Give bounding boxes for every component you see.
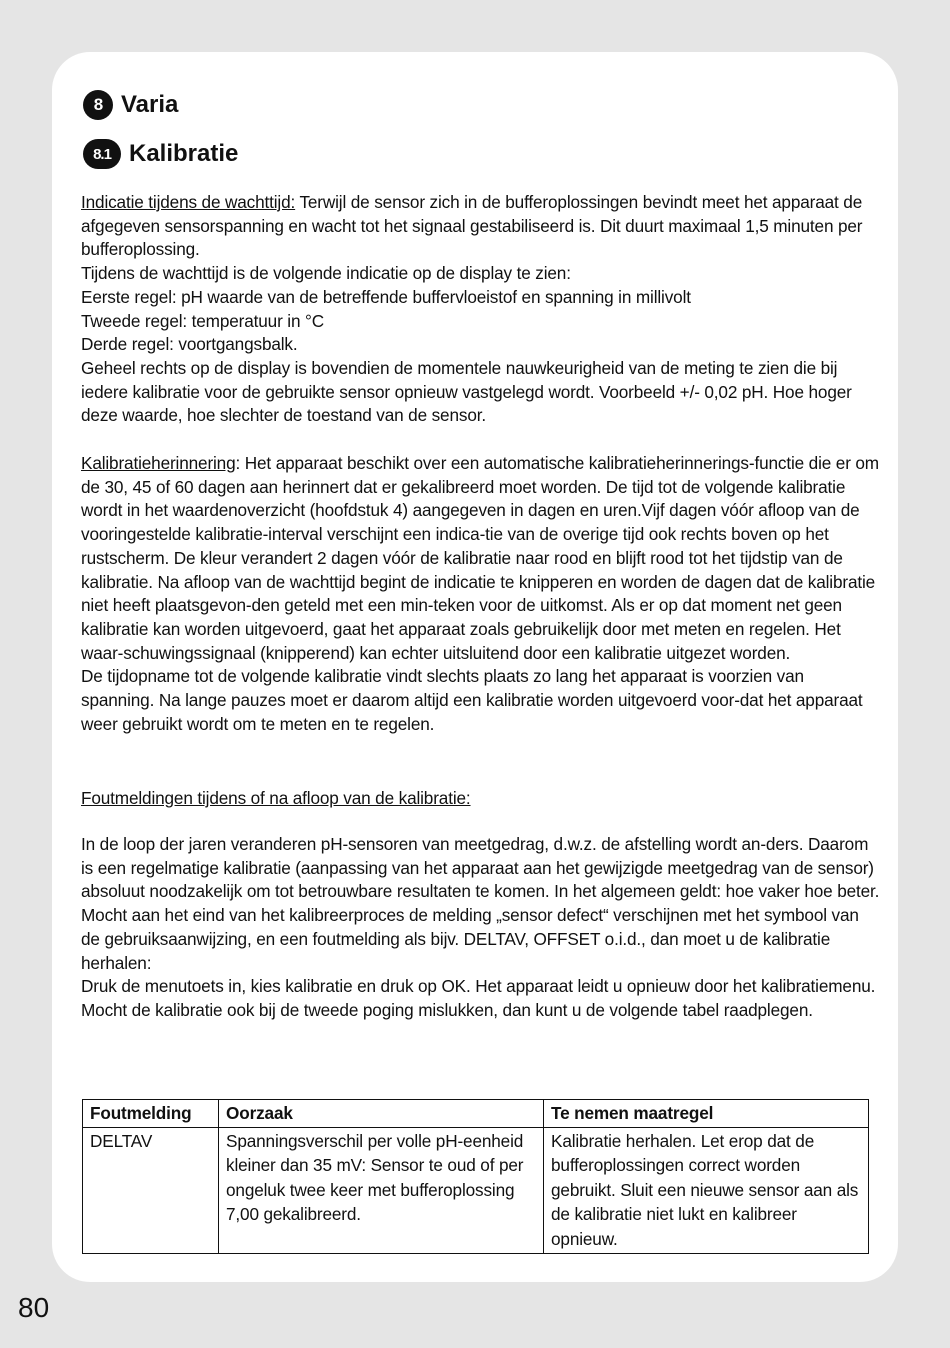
error-messages-paragraph <box>81 833 881 1023</box>
error-table <box>82 1099 869 1254</box>
waiting-time-text: Terwijl de sensor zich in de bufferoplossingen bevindt meet het apparaat de afgegeven sensorspanning en wacht tot het signaal gestabiliseerd is. Dit duurt maximaal 1,5 minuten per bufferoplossing. <box>81 192 863 260</box>
third-row-line: Derde regel: voortgangsbalk. <box>81 334 298 355</box>
calibration-reminder-text-2: De tijdopname tot de volgende kalibratie vindt slechts plaats zo lang het apparaat is voorzien van spanning. Na lange pauzes moet er daarom altijd een kalibratie worden uitgevoerd voor-dat het apparaat weer gebruikt wordt om te meten en te regelen. <box>81 666 863 734</box>
header-oorzaak: Oorzaak <box>219 1100 544 1128</box>
waiting-time-label: Indicatie tijdens de wachttijd: <box>81 192 296 212</box>
error-messages-label: Foutmeldingen tijdens of na afloop van de kalibratie: <box>81 788 471 808</box>
display-intro-line: Tijdens de wachttijd is de volgende indicatie op de display te zien: <box>81 263 571 284</box>
subsection-number-badge: 8.1 <box>83 139 121 169</box>
first-row-line: Eerste regel: pH waarde van de betreffende buffervloeistof en spanning in millivolt <box>81 286 691 307</box>
calibration-reminder-paragraph <box>81 452 881 736</box>
consult-table-text: Mocht de kalibratie ook bij de tweede poging mislukken, dan kunt u de volgende tabel raadplegen. <box>81 999 813 1020</box>
subsection-title: Kalibratie <box>129 140 239 167</box>
table-row <box>83 1127 869 1254</box>
error-messages-heading <box>81 787 881 811</box>
calibration-reminder-label: Kalibratieherinnering <box>81 453 236 473</box>
calibration-reminder-text: : Het apparaat beschikt over een automatische kalibratieherinnerings-functie die er om de 30, 45 of 60 dagen aan herinnert dat er gekalibreerd moet worden. De tijd tot de volgende kalibratie wordt in het waardenoverzicht (hoofdstuk 4) aangegeven in dagen en uren.Vijf dagen vóór afloop van de vooringestelde kalibratie-interval verschijnt een indica-tie van de overige tijd ook rechts boven op het rustscherm. De kleur verandert 2 dagen vóór de kalibratie naar rood en blijft rood tot het tijdstip van de kalibratie. Na afloop van de wachttijd begint de indicatie te knipperen en worden de dagen dat de kalibratie niet heeft plaatsgevon-den geteld met een min-teken voor de uitkomst. Als er op dat moment net geen kalibratie kan worden uitgevoerd, gaat het apparaat zoals gebruikelijk door met meten en regelen. Het waar-schuwingssignaal (knipperend) kan echter uitsluitend door een kalibratie uitgezet worden. <box>81 453 879 663</box>
second-row-line: Tweede regel: temperatuur in °C <box>81 310 324 331</box>
waiting-time-paragraph <box>81 191 881 428</box>
subsection-heading <box>83 139 238 169</box>
page-number: 80 <box>18 1292 50 1323</box>
sensor-behaviour-text: In de loop der jaren veranderen pH-sensoren van meetgedrag, d.w.z. de afstelling wordt an-ders. Daarom is een regelmatige kalibratie (aanpassing van het apparaat aan het gewijzigde meetgedrag van de sensor) absoluut noodzakelijk om tot betrouwbare resultaten te komen. In het algemeen geldt: hoe vaker hoe beter. <box>81 834 880 902</box>
cell-cause: Spanningsverschil per volle pH-eenheid kleiner dan 35 mV: Sensor te oud of per ongeluk twee keer met bufferoplossing 7,00 gekalibreerd. <box>219 1127 544 1254</box>
cell-error-code: DELTAV <box>83 1127 219 1254</box>
menu-instruction-text: Druk de menutoets in, kies kalibratie en druk op OK. Het apparaat leidt u opnieuw door het kalibratiemenu. <box>81 976 876 997</box>
header-maatregel: Te nemen maatregel <box>544 1100 869 1128</box>
cell-action: Kalibratie herhalen. Let erop dat de bufferoplossingen correct worden gebruikt. Sluit een nieuwe sensor aan als de kalibratie niet lukt en kalibreer opnieuw. <box>544 1127 869 1254</box>
section-title: Varia <box>121 91 179 118</box>
accuracy-line: Geheel rechts op de display is bovendien de momentele nauwkeurigheid van de meting te zien die bij iedere kalibratie voor de gebruikte sensor opnieuw vastgelegd wordt. Voorbeeld +/- 0,02 pH. Hoe hoger deze waarde, hoe slechter de toestand van de sensor. <box>81 357 852 426</box>
section-number-badge: 8 <box>83 90 113 120</box>
table-header-row <box>83 1100 869 1128</box>
header-foutmelding: Foutmelding <box>83 1100 219 1128</box>
sensor-defect-text: Mocht aan het eind van het kalibreerproces de melding „sensor defect“ verschijnen met het symbool van de gebruiksaanwijzing, en een foutmelding als bijv. DELTAV, OFFSET o.i.d., dan moet u de kalibratie herhalen: <box>81 905 859 973</box>
section-heading <box>83 90 178 120</box>
